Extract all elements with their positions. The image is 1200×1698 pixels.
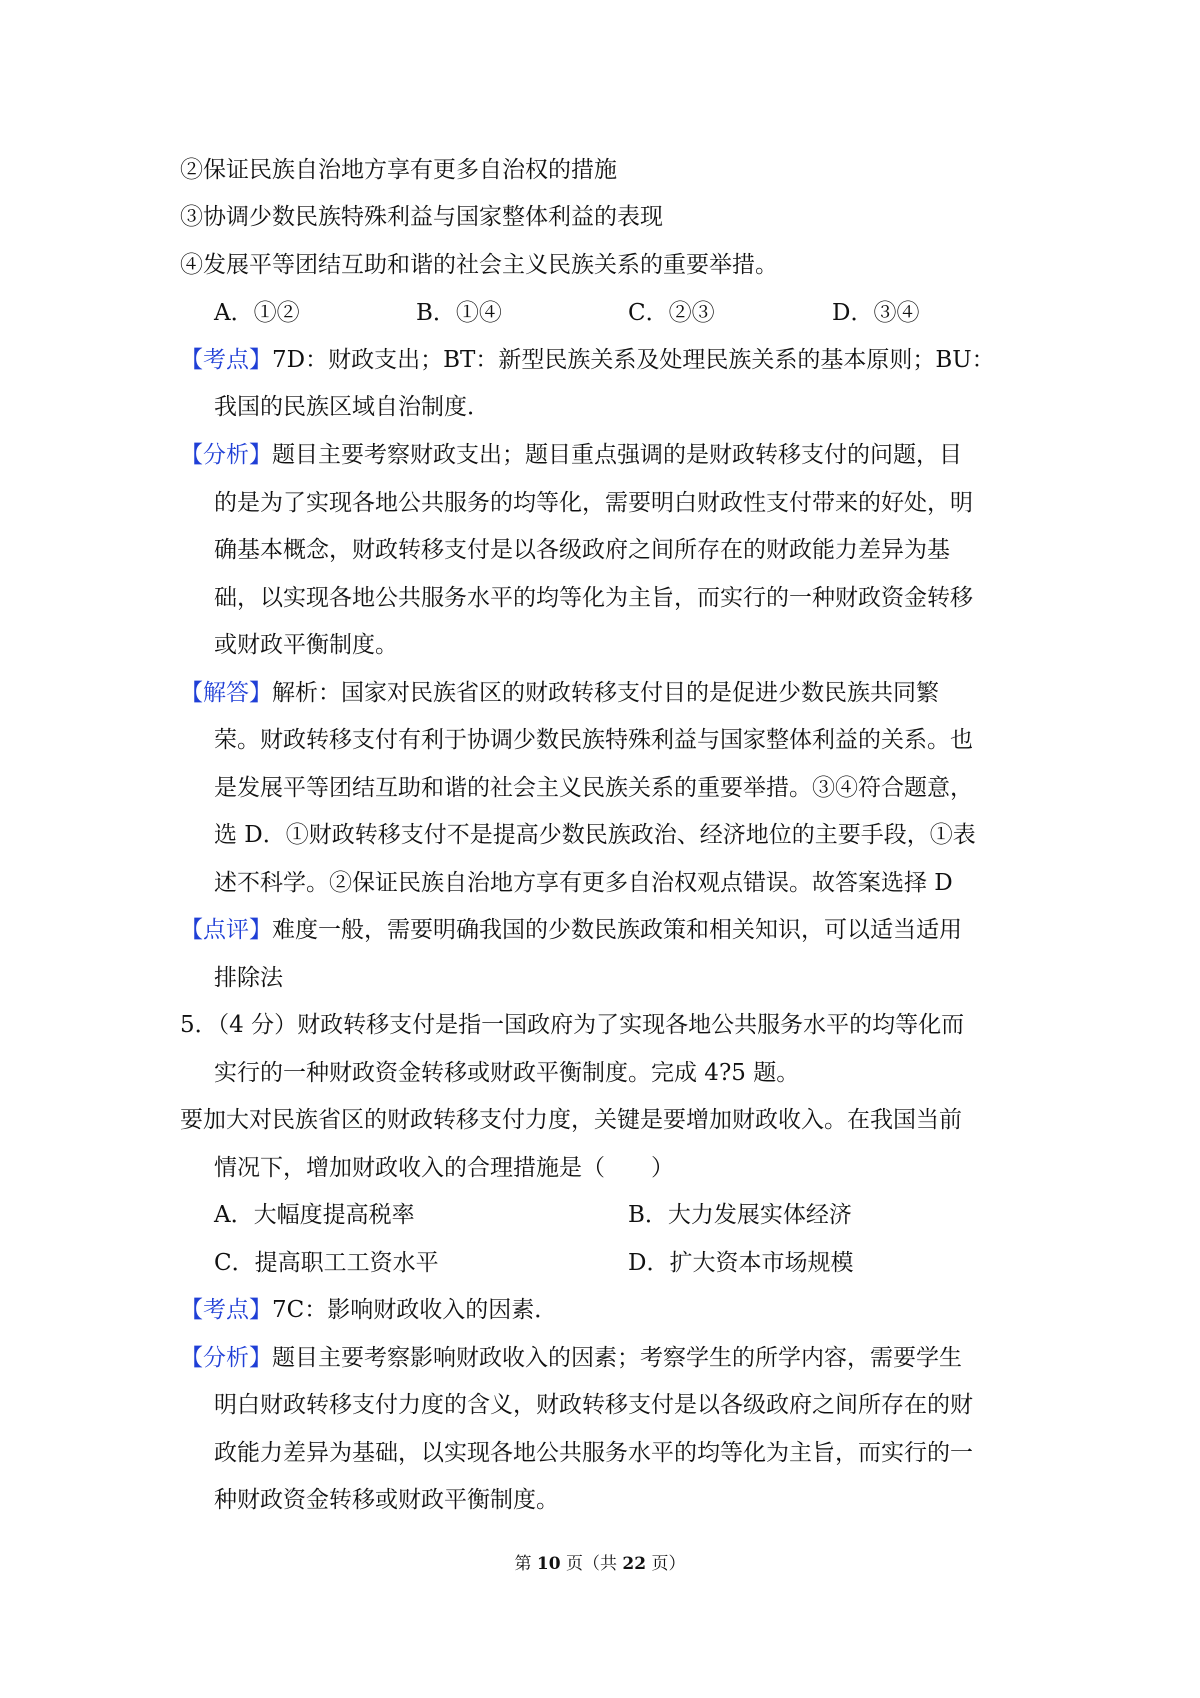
q4-jieda-line2: 荣。财政转移支付有利于协调少数民族特殊利益与国家整体利益的关系。也 [214, 727, 973, 753]
q5-stem-line4: 情况下，增加财政收入的合理措施是（ ） [214, 1155, 674, 1181]
q5-stem-line2: 实行的一种财政资金转移或财政平衡制度。完成 4?5 题。 [214, 1060, 800, 1086]
q4-kaodian-line2: 我国的民族区域自治制度． [214, 394, 490, 420]
q5-option-b: B．大力发展实体经济 [628, 1202, 852, 1228]
q4-jieda-line4: 选 D．①财政转移支付不是提高少数民族政治、经济地位的主要手段，①表 [214, 822, 976, 848]
statement-3: ③协调少数民族特殊利益与国家整体利益的表现 [180, 204, 663, 230]
q5-fenxi-line4: 种财政资金转移或财政平衡制度。 [214, 1487, 559, 1513]
q5-option-a: A．大幅度提高税率 [214, 1202, 415, 1228]
footer-total-pages: 22 [622, 1554, 647, 1574]
q5-fenxi-line1: 题目主要考察影响财政收入的因素；考察学生的所学内容，需要学生 [272, 1345, 962, 1371]
q4-jieda-line1: 解析：国家对民族省区的财政转移支付目的是促进少数民族共同繁 [272, 680, 939, 706]
dianping-tag: 【点评】 [180, 917, 272, 943]
statement-2: ②保证民族自治地方享有更多自治权的措施 [180, 157, 617, 183]
fenxi-tag: 【分析】 [180, 442, 272, 468]
q4-jieda-line5: 述不科学。②保证民族自治地方享有更多自治权观点错误。故答案选择 D [214, 870, 953, 896]
q5-kaodian-line1: 7C：影响财政收入的因素． [272, 1297, 558, 1323]
statement-4: ④发展平等团结互助和谐的社会主义民族关系的重要举措。 [180, 252, 778, 278]
q4-option-c: C．②③ [628, 300, 715, 326]
q4-kaodian-line1: 7D：财政支出；BT：新型民族关系及处理民族关系的基本原则；BU： [272, 347, 995, 373]
q5-kaodian [180, 1294, 557, 1326]
jieda-tag: 【解答】 [180, 680, 272, 706]
footer-suffix: 页） [651, 1554, 686, 1574]
q4-fenxi-line4: 础，以实现各地公共服务水平的均等化为主旨，而实行的一种财政资金转移 [214, 585, 973, 611]
q4-dianping [180, 914, 962, 946]
q5-stem-line1: 5．（4 分）财政转移支付是指一国政府为了实现各地公共服务水平的均等化而 [180, 1012, 965, 1038]
kaodian-tag: 【考点】 [180, 1297, 272, 1323]
q4-option-b: B．①④ [416, 300, 502, 326]
q5-stem-line3: 要加大对民族省区的财政转移支付力度，关键是要增加财政收入。在我国当前 [180, 1107, 962, 1133]
q4-dianping-line2: 排除法 [214, 965, 283, 991]
q4-fenxi [180, 439, 962, 471]
q5-fenxi-line3: 政能力差异为基础，以实现各地公共服务水平的均等化为主旨，而实行的一 [214, 1440, 973, 1466]
footer-prefix: 第 [514, 1554, 532, 1574]
q5-option-d: D．扩大资本市场规模 [628, 1250, 854, 1276]
q4-fenxi-line5: 或财政平衡制度。 [214, 632, 398, 658]
q4-jieda [180, 677, 939, 709]
q4-jieda-line3: 是发展平等团结互助和谐的社会主义民族关系的重要举措。③④符合题意， [214, 775, 973, 801]
q4-fenxi-line1: 题目主要考察财政支出；题目重点强调的是财政转移支付的问题，目 [272, 442, 962, 468]
q4-dianping-line1: 难度一般，需要明确我国的少数民族政策和相关知识，可以适当适用 [272, 917, 962, 943]
q4-fenxi-line3: 确基本概念，财政转移支付是以各级政府之间所存在的财政能力差异为基 [214, 537, 950, 563]
footer-page-number: 10 [536, 1554, 561, 1574]
footer-mid: 页（共 [566, 1554, 617, 1574]
q4-option-a: A．①② [214, 300, 300, 326]
q5-fenxi-line2: 明白财政转移支付力度的含义，财政转移支付是以各级政府之间所存在的财 [214, 1392, 973, 1418]
fenxi-tag: 【分析】 [180, 1345, 272, 1371]
page-footer [0, 1552, 1200, 1576]
q4-option-d: D．③④ [832, 300, 920, 326]
q4-fenxi-line2: 的是为了实现各地公共服务的均等化，需要明白财政性支付带来的好处，明 [214, 490, 973, 516]
q5-option-c: C．提高职工工资水平 [214, 1250, 439, 1276]
q5-fenxi [180, 1342, 962, 1374]
q4-kaodian [180, 344, 995, 376]
kaodian-tag: 【考点】 [180, 347, 272, 373]
